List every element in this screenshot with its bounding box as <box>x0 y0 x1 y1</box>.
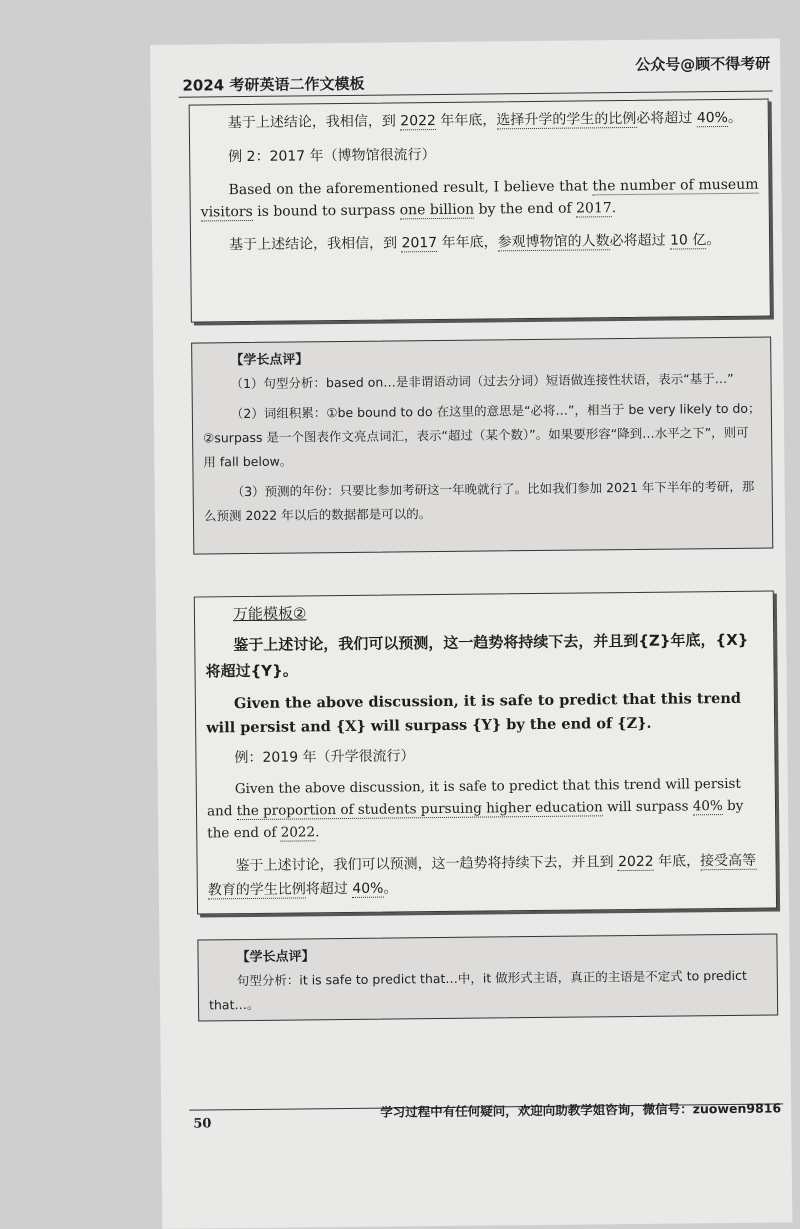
review-note-box <box>191 337 773 555</box>
page-number: 50 <box>193 1116 212 1132</box>
template-box <box>194 590 777 914</box>
template-english: Given the above discussion, it is safe to predict that this trend will persist and {X} will surpass {Y} by the end of {Z}. <box>206 689 742 737</box>
review-note-item: （2）词组积累：①be bound to do 在这里的意思是“必将…”，相当于 be very likely to do；②surpass 是一个图表作文亮点词汇，表示“超过（某个数）”。如果要形容“降到…水平之下”，则可用 fall below。 <box>203 400 761 470</box>
template-chinese: 鉴于上述讨论，我们可以预测，这一趋势将持续下去，并且到{Z}年底，{X}将超过{Y}。 <box>205 630 749 681</box>
template-example-label: 例：2019 年（升学很流行） <box>234 748 415 767</box>
review-note-title: 【学长点评】 <box>230 352 309 369</box>
page-header-title: 2024 考研英语二作文模板 <box>182 74 365 95</box>
footer-contact: 学习过程中有任何疑问，欢迎向助教学姐咨询，微信号：zuowen9816 <box>380 1100 782 1120</box>
example2-english: Based on the aforementioned result, I believe that the number of museum visitors is bound to surpass one billion by the end of 2017. <box>200 176 759 221</box>
example2-label: 例 2：2017 年（博物馆很流行） <box>228 147 436 166</box>
template-example-english: Given the above discussion, it is safe to predict that this trend will persist and the proportion of students pursuing higher education will surpass 40% by the end of 2022. <box>206 775 744 842</box>
example2-chinese: 基于上述结论，我相信，到 2017 年年底，参观博物馆的人数必将超过 10 亿。 <box>229 232 721 254</box>
review-note-item: 句型分析：it is safe to predict that…中，it 做形式主语，真正的主语是不定式 to predict that…。 <box>208 967 747 1013</box>
example-box <box>189 99 771 323</box>
review-note-box <box>197 933 778 1021</box>
review-note-item: （3）预测的年份：只要比参加考研这一年晚就行了。比如我们参加 2021 年下半年的考研，那么预测 2022 年以后的数据都是可以的。 <box>203 478 755 524</box>
template-title: 万能模板② <box>232 604 307 624</box>
book-page <box>150 38 792 1229</box>
review-note-item: （1）句型分析：based on…是非谓语动词（过去分词）短语做连接性状语，表示“基于…” <box>230 370 734 392</box>
page-header-account: 公众号@顾不得考研 <box>635 54 771 74</box>
example1-chinese: 基于上述结论，我相信，到 2022 年年底，选择升学的学生的比例必将超过 40%。 <box>227 109 743 132</box>
template-example-chinese: 鉴于上述讨论，我们可以预测，这一趋势将持续下去，并且到 2022 年底，接受高等教育的学生比例将超过 40%。 <box>207 852 757 899</box>
review-note-title: 【学长点评】 <box>236 949 315 966</box>
